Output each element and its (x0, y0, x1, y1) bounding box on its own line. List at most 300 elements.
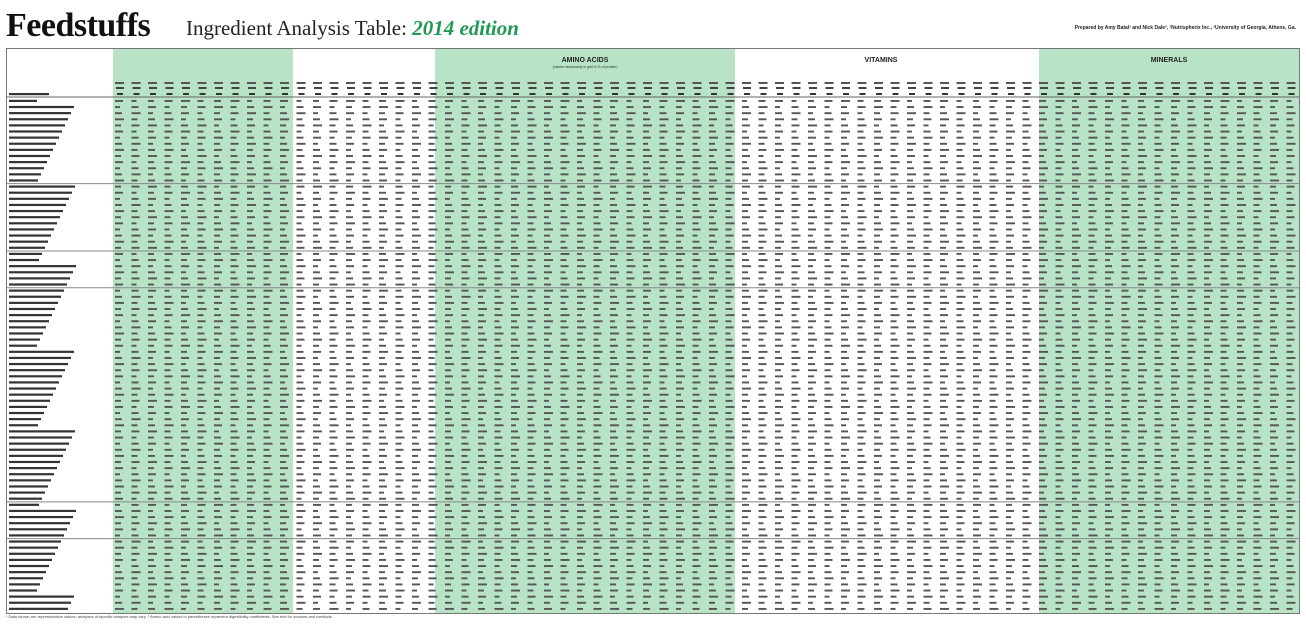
table-cell (363, 406, 369, 408)
column-header (1123, 87, 1131, 89)
table-cell (990, 167, 995, 169)
table-cell (907, 204, 916, 206)
table-cell (363, 180, 370, 182)
table-cell (1072, 449, 1081, 451)
table-cell (165, 479, 172, 481)
table-cell (676, 229, 682, 231)
table-cell (214, 155, 219, 157)
column-unit (1058, 93, 1064, 95)
table-cell (511, 449, 519, 451)
table-cell (429, 296, 435, 298)
table-cell (1237, 394, 1243, 396)
table-cell (148, 351, 156, 353)
table-cell (841, 412, 847, 414)
table-cell (957, 333, 963, 335)
table-cell (495, 131, 503, 133)
table-cell (891, 473, 897, 475)
table-cell (561, 253, 570, 255)
table-cell (693, 204, 698, 206)
column-header (841, 82, 850, 84)
table-cell (412, 412, 419, 414)
table-cell (330, 479, 337, 481)
column-header (957, 82, 966, 84)
table-cell (132, 449, 141, 451)
table-cell (577, 430, 585, 432)
table-cell (544, 131, 551, 133)
table-cell (264, 473, 273, 475)
table-cell (1287, 437, 1292, 439)
table-cell (907, 216, 915, 218)
table-cell (990, 173, 997, 175)
column-unit (348, 93, 354, 95)
table-cell (709, 455, 717, 457)
table-cell (792, 430, 800, 432)
table-cell (1171, 320, 1177, 322)
table-cell (858, 192, 864, 194)
table-cell (313, 204, 318, 206)
table-cell (957, 241, 963, 243)
table-cell (643, 461, 652, 463)
table-cell (1254, 296, 1260, 298)
table-cell (346, 131, 355, 133)
table-cell (858, 455, 865, 457)
table-cell (511, 320, 517, 322)
table-cell (957, 345, 962, 347)
table-cell (511, 155, 518, 157)
table-cell (676, 320, 682, 322)
table-cell (1270, 424, 1279, 426)
table-cell (1270, 430, 1276, 432)
table-cell (907, 388, 916, 390)
table-cell (1237, 296, 1246, 298)
table-cell (544, 222, 551, 224)
table-cell (379, 443, 388, 445)
table-cell (462, 357, 471, 359)
table-cell (775, 235, 782, 237)
table-cell (709, 430, 714, 432)
table-cell (478, 277, 487, 279)
table-cell (891, 112, 899, 114)
table-cell (1270, 271, 1279, 273)
column-unit (959, 93, 965, 95)
table-cell (1122, 394, 1128, 396)
table-cell (297, 241, 303, 243)
table-cell (775, 241, 784, 243)
table-cell (280, 375, 288, 377)
table-cell (1056, 204, 1064, 206)
table-cell (363, 253, 369, 255)
table-cell (330, 333, 339, 335)
table-cell (907, 210, 913, 212)
table-cell (478, 137, 486, 139)
ingredient-name (9, 216, 60, 218)
table-cell (973, 424, 980, 426)
column-header (925, 87, 933, 89)
table-cell (214, 222, 221, 224)
table-cell (775, 284, 783, 286)
table-cell (412, 155, 420, 157)
table-cell (445, 216, 451, 218)
table-cell (247, 253, 252, 255)
table-cell (1188, 216, 1197, 218)
table-cell (610, 424, 619, 426)
table-cell (627, 320, 634, 322)
table-cell (1171, 357, 1179, 359)
table-cell (429, 235, 435, 237)
table-cell (924, 388, 930, 390)
table-cell (1056, 290, 1062, 292)
table-cell (1171, 235, 1179, 237)
table-cell (280, 467, 288, 469)
table-cell (1072, 259, 1079, 261)
table-cell (1254, 290, 1263, 292)
table-cell (1155, 424, 1164, 426)
table-cell (445, 492, 451, 494)
table-cell (940, 326, 947, 328)
table-cell (330, 388, 337, 390)
column-unit (876, 93, 882, 95)
table-cell (346, 333, 351, 335)
table-cell (1072, 314, 1077, 316)
table-cell (594, 186, 599, 188)
table-cell (379, 412, 388, 414)
table-cell (858, 106, 866, 108)
table-cell (676, 369, 683, 371)
table-cell (759, 235, 765, 237)
table-cell (544, 180, 552, 182)
table-cell (627, 308, 635, 310)
table-cell (891, 118, 896, 120)
table-cell (247, 479, 256, 481)
table-cell (924, 308, 929, 310)
table-cell (792, 155, 800, 157)
table-cell (528, 320, 536, 322)
table-cell (1188, 204, 1193, 206)
table-cell (1006, 492, 1013, 494)
table-cell (693, 235, 698, 237)
table-cell (264, 461, 269, 463)
table-cell (858, 253, 864, 255)
column-header (643, 82, 652, 84)
table-cell (594, 253, 601, 255)
table-cell (1254, 247, 1259, 249)
table-cell (165, 326, 172, 328)
table-cell (891, 241, 896, 243)
table-cell (990, 277, 996, 279)
table-cell (957, 357, 966, 359)
table-cell (1204, 161, 1211, 163)
table-cell (1006, 112, 1014, 114)
ingredient-name (9, 137, 59, 139)
table-cell (577, 375, 582, 377)
table-cell (891, 265, 899, 267)
table-cell (198, 198, 206, 200)
table-cell (1254, 492, 1259, 494)
table-cell (412, 369, 420, 371)
table-cell (1039, 100, 1046, 102)
table-cell (924, 112, 930, 114)
table-cell (891, 339, 898, 341)
table-cell (627, 186, 635, 188)
table-cell (181, 302, 186, 304)
table-cell (726, 124, 733, 126)
table-cell (561, 284, 570, 286)
table-cell (709, 222, 716, 224)
table-cell (1204, 265, 1210, 267)
table-cell (495, 320, 500, 322)
table-cell (1089, 155, 1094, 157)
table-cell (742, 492, 750, 494)
ingredient-name (9, 271, 73, 273)
table-cell (858, 363, 865, 365)
table-cell (1204, 198, 1213, 200)
table-cell (412, 186, 420, 188)
table-cell (676, 400, 683, 402)
ingredient-name (9, 185, 75, 187)
table-cell (165, 296, 172, 298)
table-cell (561, 192, 570, 194)
table-cell (1188, 333, 1195, 335)
table-cell (693, 241, 700, 243)
table-cell (775, 455, 784, 457)
table-cell (313, 363, 320, 365)
table-cell (973, 204, 978, 206)
table-cell (181, 118, 186, 120)
table-cell (1188, 455, 1195, 457)
table-cell (297, 222, 302, 224)
table-cell (858, 259, 866, 261)
table-cell (1155, 473, 1160, 475)
table-cell (495, 314, 503, 316)
table-cell (297, 112, 306, 114)
table-cell (924, 492, 929, 494)
table-cell (198, 235, 203, 237)
table-cell (346, 186, 353, 188)
table-cell (775, 216, 781, 218)
table-cell (231, 400, 238, 402)
table-cell (874, 161, 881, 163)
table-cell (198, 473, 206, 475)
table-cell (478, 124, 487, 126)
table-cell (1105, 204, 1112, 206)
table-cell (495, 180, 504, 182)
table-cell (115, 394, 124, 396)
column-unit (1223, 93, 1229, 95)
table-cell (1254, 222, 1261, 224)
table-cell (1254, 326, 1260, 328)
table-cell (297, 149, 303, 151)
table-cell (891, 302, 896, 304)
table-cell (858, 333, 865, 335)
table-cell (1221, 302, 1226, 304)
table-cell (115, 173, 122, 175)
table-cell (198, 412, 206, 414)
table-cell (247, 326, 256, 328)
column-header (529, 87, 537, 89)
table-cell (709, 112, 715, 114)
table-cell (247, 271, 253, 273)
table-cell (1072, 430, 1080, 432)
table-cell (1006, 320, 1012, 322)
table-cell (1221, 106, 1227, 108)
table-cell (841, 290, 847, 292)
table-cell (643, 486, 650, 488)
table-cell (1138, 284, 1144, 286)
table-cell (577, 437, 582, 439)
table-cell (181, 106, 187, 108)
table-cell (1204, 290, 1213, 292)
table-cell (973, 363, 980, 365)
table-cell (165, 369, 171, 371)
table-cell (660, 198, 665, 200)
table-cell (346, 314, 355, 316)
table-cell (1138, 241, 1145, 243)
table-cell (528, 412, 536, 414)
table-cell (907, 473, 914, 475)
table-cell (693, 308, 702, 310)
table-cell (1023, 345, 1029, 347)
table-cell (957, 284, 962, 286)
table-cell (841, 131, 850, 133)
table-cell (858, 277, 867, 279)
table-cell (1221, 131, 1230, 133)
table-cell (1287, 406, 1292, 408)
table-cell (1155, 161, 1163, 163)
table-cell (1254, 173, 1260, 175)
table-cell (297, 412, 304, 414)
table-cell (874, 369, 879, 371)
table-cell (907, 320, 914, 322)
table-cell (1089, 443, 1098, 445)
table-cell (660, 479, 667, 481)
table-cell (1254, 424, 1262, 426)
table-cell (627, 443, 634, 445)
table-cell (808, 449, 813, 451)
table-cell (594, 492, 599, 494)
table-cell (429, 173, 435, 175)
table-cell (792, 443, 799, 445)
table-cell (379, 222, 386, 224)
table-cell (280, 131, 288, 133)
table-cell (214, 486, 222, 488)
table-cell (396, 320, 402, 322)
table-cell (198, 149, 205, 151)
table-cell (132, 339, 140, 341)
table-cell (693, 339, 702, 341)
table-cell (792, 161, 797, 163)
table-cell (247, 339, 255, 341)
table-cell (874, 467, 881, 469)
table-cell (643, 388, 648, 390)
table-cell (825, 375, 833, 377)
table-cell (660, 345, 668, 347)
table-cell (313, 473, 321, 475)
table-cell (759, 430, 764, 432)
table-cell (627, 492, 635, 494)
table-cell (1171, 363, 1176, 365)
table-cell (891, 143, 899, 145)
table-cell (1155, 241, 1164, 243)
table-cell (841, 112, 849, 114)
table-cell (528, 363, 535, 365)
table-cell (940, 216, 946, 218)
table-cell (363, 492, 372, 494)
table-cell (1138, 320, 1146, 322)
table-cell (709, 137, 718, 139)
column-header (776, 87, 784, 89)
table-cell (429, 412, 438, 414)
table-cell (363, 271, 370, 273)
table-cell (1287, 229, 1294, 231)
column-unit (183, 93, 189, 95)
table-cell (940, 137, 945, 139)
table-cell (214, 320, 223, 322)
table-cell (280, 443, 285, 445)
table-cell (1155, 430, 1161, 432)
table-cell (742, 467, 747, 469)
column-unit (414, 93, 420, 95)
table-cell (742, 406, 747, 408)
table-cell (445, 382, 450, 384)
table-cell (610, 198, 615, 200)
table-cell (759, 192, 766, 194)
table-cell (627, 216, 635, 218)
column-header (1073, 87, 1081, 89)
table-cell (742, 296, 751, 298)
table-cell (379, 235, 385, 237)
table-cell (973, 149, 980, 151)
table-cell (313, 406, 319, 408)
table-cell (1023, 271, 1030, 273)
table-cell (808, 100, 814, 102)
table-cell (874, 339, 879, 341)
table-cell (1056, 143, 1064, 145)
column-header (742, 82, 751, 84)
column-header (562, 87, 570, 89)
table-cell (544, 210, 552, 212)
table-cell (1204, 308, 1209, 310)
table-cell (577, 271, 583, 273)
table-cell (132, 455, 138, 457)
table-cell (577, 449, 586, 451)
table-cell (561, 430, 568, 432)
table-cell (429, 351, 438, 353)
table-cell (231, 265, 239, 267)
table-cell (561, 473, 567, 475)
table-cell (594, 124, 599, 126)
table-cell (181, 167, 187, 169)
table-cell (726, 192, 735, 194)
table-cell (396, 229, 402, 231)
table-cell (231, 351, 237, 353)
table-cell (594, 106, 603, 108)
table-cell (132, 143, 141, 145)
table-cell (1072, 412, 1079, 414)
table-cell (528, 173, 533, 175)
table-cell (1237, 492, 1245, 494)
table-cell (1089, 241, 1097, 243)
table-cell (643, 271, 650, 273)
table-cell (643, 180, 650, 182)
table-cell (1039, 192, 1046, 194)
table-cell (577, 265, 586, 267)
column-unit (332, 93, 338, 95)
table-cell (841, 473, 847, 475)
table-cell (132, 247, 140, 249)
table-cell (1287, 345, 1292, 347)
table-cell (825, 351, 830, 353)
table-cell (363, 455, 370, 457)
